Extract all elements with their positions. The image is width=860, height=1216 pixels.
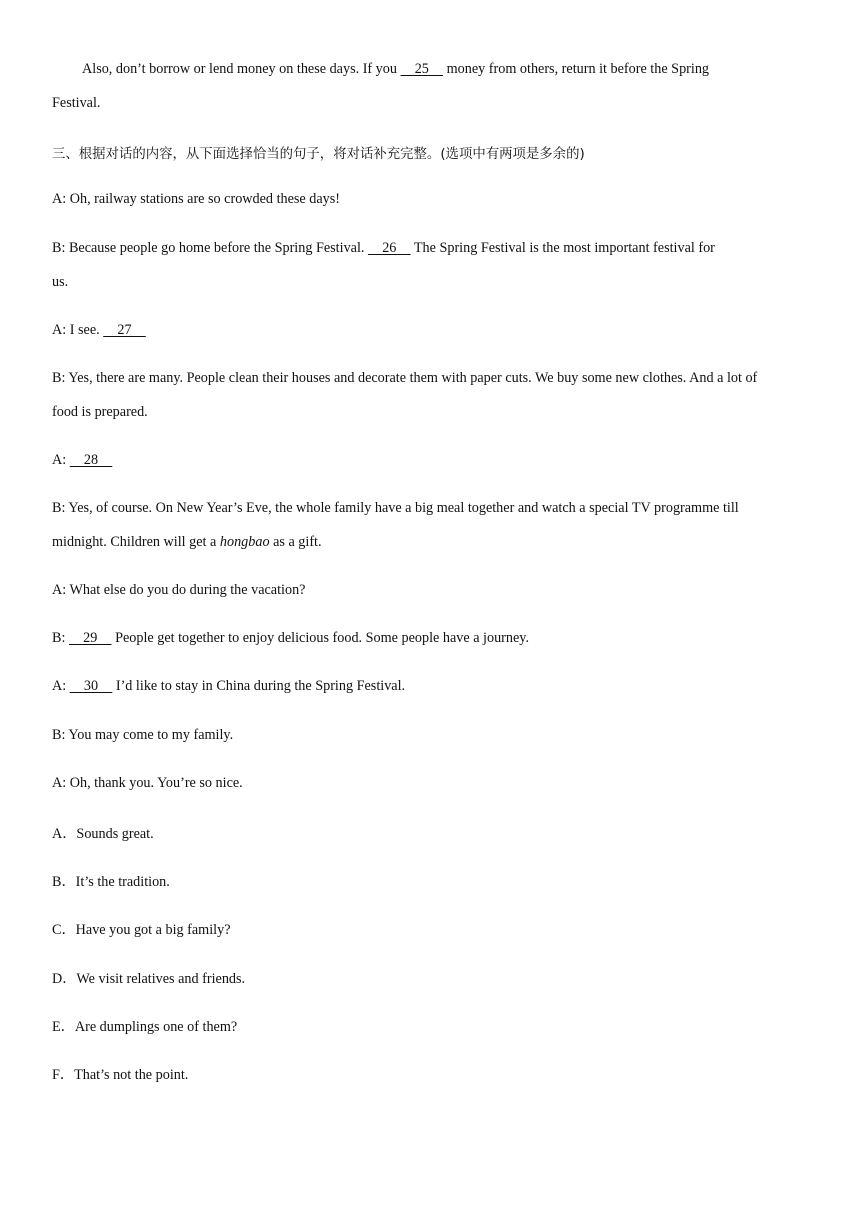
passage-text: money from others, return it before the Spring xyxy=(443,61,710,77)
dialogue-line-a6: A: Oh, thank you. You’re so nice. xyxy=(52,775,243,791)
dialogue-text: B: xyxy=(52,630,69,646)
dialogue-text: The Spring Festival is the most important festival for xyxy=(410,240,715,256)
option-c: C．Have you got a big family? xyxy=(52,922,231,938)
dialogue-line-b2: B: Yes, there are many. People clean their houses and decorate them with paper cuts. We buy some new clothes. And a lot of xyxy=(52,370,758,386)
section-heading: 三、根据对话的内容，从下面选择恰当的句子，将对话补充完整。(选项中有两项是多余的) xyxy=(52,147,585,162)
option-d: D．We visit relatives and friends. xyxy=(52,971,246,987)
dialogue-line-b1-cont: us. xyxy=(52,274,69,290)
option-a: A．Sounds great. xyxy=(52,826,154,842)
dialogue-line-b5: B: You may come to my family. xyxy=(52,727,234,743)
dialogue-line-b4 xyxy=(52,630,529,647)
blank-26[interactable]: 26 xyxy=(368,240,411,256)
dialogue-line-b1 xyxy=(52,240,715,257)
blank-27[interactable]: 27 xyxy=(103,322,146,338)
blank-25[interactable]: 25 xyxy=(400,61,444,77)
option-e: E．Are dumplings one of them? xyxy=(52,1019,238,1035)
blank-29[interactable]: 29 xyxy=(68,630,112,646)
blank-30[interactable]: 30 xyxy=(69,678,113,694)
dialogue-line-b3: B: Yes, of course. On New Year’s Eve, the whole family have a big meal together and watch a special TV programme till xyxy=(52,500,739,516)
blank-28[interactable]: 28 xyxy=(69,452,113,468)
italic-word: hongbao xyxy=(219,534,270,550)
dialogue-text: People get together to enjoy delicious food. Some people have a journey. xyxy=(111,630,530,646)
dialogue-line-a2 xyxy=(52,322,146,339)
dialogue-line-b2-cont: food is prepared. xyxy=(52,404,148,420)
dialogue-text: as a gift. xyxy=(269,534,322,550)
dialogue-text: B: Because people go home before the Spring Festival. xyxy=(52,240,368,256)
option-f: F．That’s not the point. xyxy=(52,1067,189,1083)
dialogue-line-a4: A: What else do you do during the vacation? xyxy=(52,582,306,598)
dialogue-line-a5 xyxy=(52,678,405,695)
passage-text: Also, don’t borrow or lend money on these days. If you xyxy=(82,61,401,77)
dialogue-text: I’d like to stay in China during the Spring Festival. xyxy=(112,678,406,694)
dialogue-line-a3 xyxy=(52,452,112,469)
option-b: B．It’s the tradition. xyxy=(52,874,170,890)
dialogue-line-b3-cont xyxy=(52,534,322,551)
dialogue-text: A: xyxy=(52,452,70,468)
dialogue-line-a1: A: Oh, railway stations are so crowded these days! xyxy=(52,191,341,207)
passage-line-2: Festival. xyxy=(52,95,101,111)
passage-line-1 xyxy=(82,61,709,78)
dialogue-text: A: xyxy=(52,678,70,694)
dialogue-text: A: I see. xyxy=(52,322,104,338)
dialogue-text: midnight. Children will get a xyxy=(52,534,220,550)
